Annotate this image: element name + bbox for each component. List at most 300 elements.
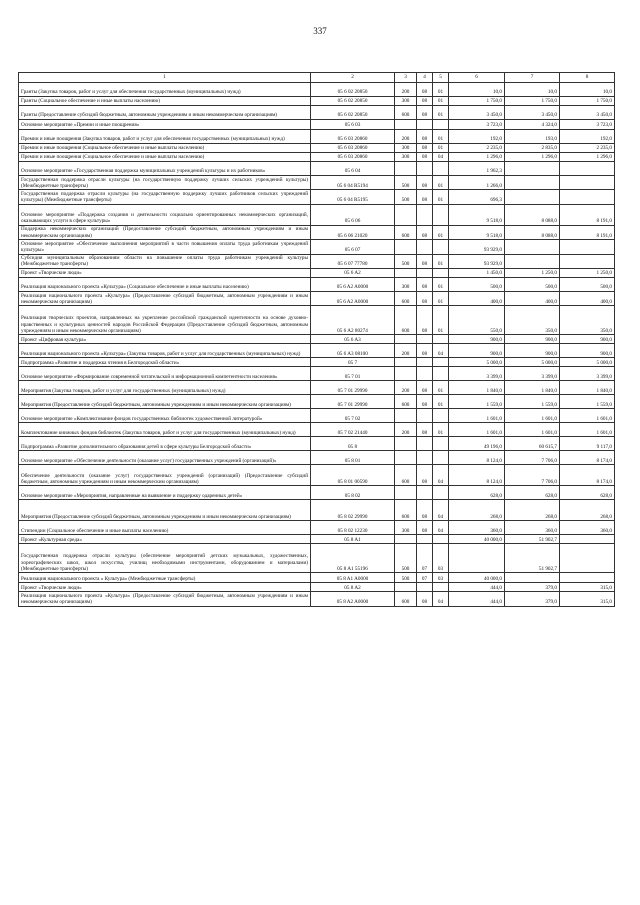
row-expense-type-cell	[395, 535, 417, 544]
row-amount-year3-cell: 2 235,0	[560, 144, 615, 153]
row-code-cell: 05 6 04 R5195	[311, 190, 395, 204]
table-row	[19, 592, 615, 606]
row-subsection-cell: 01	[433, 278, 449, 292]
row-expense-type-cell	[395, 367, 417, 381]
row-subsection-cell	[433, 535, 449, 544]
row-code-cell: 05 6 06 21020	[311, 225, 395, 239]
row-section-cell: 08	[417, 521, 433, 535]
row-expense-type-cell: 500	[395, 176, 417, 190]
row-amount-year3-cell: 315,0	[560, 592, 615, 606]
row-name-cell: Реализация национального проекта «Культура» (Предоставление субсидий бюджетным, автономным учреждениям и иным некоммерческим организациям)	[19, 292, 311, 306]
table-row	[19, 106, 615, 120]
row-expense-type-cell: 200	[395, 344, 417, 358]
row-subsection-cell: 01	[433, 144, 449, 153]
row-name-cell: Реализация национального проекта «Культура» (Социальное обеспечение и иные выплаты населению)	[19, 278, 311, 292]
row-subsection-cell	[433, 486, 449, 500]
row-section-cell: 08	[417, 423, 433, 437]
row-expense-type-cell	[395, 583, 417, 592]
row-amount-year3-cell: 350,0	[560, 306, 615, 335]
row-name-cell: Проект «Творческие люди»	[19, 269, 311, 278]
row-code-cell: 05 6 A3 08100	[311, 344, 395, 358]
row-code-cell: 05 8 01 00590	[311, 465, 395, 486]
column-header: 8	[560, 73, 615, 83]
row-amount-year3-cell	[560, 240, 615, 254]
row-amount-year3-cell: 3 399,0	[560, 367, 615, 381]
row-subsection-cell	[433, 335, 449, 344]
row-amount-year3-cell: 360,0	[560, 521, 615, 535]
row-amount-year2-cell: 7 706,0	[505, 451, 560, 465]
row-amount-year1-cell: 550,0	[449, 306, 505, 335]
table-row	[19, 190, 615, 204]
row-amount-year1-cell: 93 929,0	[449, 240, 505, 254]
row-amount-year2-cell	[505, 573, 560, 583]
row-section-cell	[417, 204, 433, 225]
row-name-cell: Основное мероприятие «Обеспечение деятельности (оказание услуг) государственных учреждений (организаций)»	[19, 451, 311, 465]
row-amount-year2-cell: 628,0	[505, 486, 560, 500]
row-expense-type-cell: 600	[395, 306, 417, 335]
row-expense-type-cell: 600	[395, 395, 417, 409]
row-code-cell: 05 8 01	[311, 451, 395, 465]
table-row	[19, 573, 615, 583]
row-amount-year3-cell: 1 250,0	[560, 269, 615, 278]
row-name-cell: Основное мероприятие «Комплектование фондов государственных библиотек художественной литературой»	[19, 409, 311, 423]
row-subsection-cell: 01	[433, 225, 449, 239]
row-amount-year1-cell: 1 601,0	[449, 409, 505, 423]
row-section-cell: 08	[417, 500, 433, 521]
row-section-cell	[417, 451, 433, 465]
row-expense-type-cell: 600	[395, 292, 417, 306]
row-amount-year1-cell: 400,0	[449, 292, 505, 306]
row-amount-year1-cell: 40 000,0	[449, 535, 505, 544]
row-section-cell	[417, 409, 433, 423]
row-section-cell: 08	[417, 130, 433, 144]
row-section-cell	[417, 437, 433, 451]
row-name-cell: Гранты (Социальное обеспечение и иные выплаты населению)	[19, 97, 311, 106]
row-name-cell: Подпрограмма «Развитие и поддержка чтения в Белгородской области»	[19, 358, 311, 367]
row-amount-year2-cell: 4 324,0	[505, 120, 560, 130]
row-expense-type-cell: 300	[395, 278, 417, 292]
row-amount-year2-cell: 1 840,0	[505, 381, 560, 395]
row-subsection-cell: 01	[433, 292, 449, 306]
row-name-cell: Основное мероприятие «Премии и иные поощрения»	[19, 120, 311, 130]
row-code-cell: 05 6 04	[311, 162, 395, 176]
row-amount-year2-cell: 1 296,0	[505, 153, 560, 162]
row-expense-type-cell: 500	[395, 254, 417, 268]
row-amount-year1-cell: 2 235,0	[449, 144, 505, 153]
row-amount-year1-cell: 360,0	[449, 521, 505, 535]
row-amount-year2-cell: 193,0	[505, 130, 560, 144]
table-row	[19, 500, 615, 521]
row-section-cell	[417, 269, 433, 278]
row-amount-year3-cell: 3 450,0	[560, 106, 615, 120]
table-row	[19, 97, 615, 106]
row-code-cell: 05 8 02	[311, 486, 395, 500]
row-subsection-cell: 04	[433, 500, 449, 521]
table-row	[19, 486, 615, 500]
table-row	[19, 162, 615, 176]
table-row	[19, 254, 615, 268]
row-name-cell: Субсидия муниципальным образованиям области на повышение оплаты труда работникам учреждений культуры (Межбюджетные трансферты)	[19, 254, 311, 268]
row-amount-year3-cell: 268,0	[560, 500, 615, 521]
row-amount-year1-cell: 10,0	[449, 83, 505, 97]
row-expense-type-cell: 300	[395, 144, 417, 153]
row-amount-year2-cell: 350,0	[505, 306, 560, 335]
row-code-cell: 05 7 01 29990	[311, 395, 395, 409]
column-header: 6	[449, 73, 505, 83]
row-expense-type-cell	[395, 335, 417, 344]
row-name-cell: Основное мероприятие «Обеспечение выполнения мероприятий в части повышения оплаты труда работникам учреждений культуры»	[19, 240, 311, 254]
table-row	[19, 176, 615, 190]
row-name-cell: Комплектование книжных фондов библиотек (Закупка товаров, работ и услуг для государственных (муниципальных) нужд)	[19, 423, 311, 437]
row-amount-year1-cell: 9 518,0	[449, 204, 505, 225]
table-row	[19, 130, 615, 144]
row-subsection-cell: 01	[433, 423, 449, 437]
row-subsection-cell: 04	[433, 344, 449, 358]
row-section-cell: 08	[417, 592, 433, 606]
table-row	[19, 583, 615, 592]
row-amount-year2-cell: 379,0	[505, 592, 560, 606]
row-expense-type-cell: 600	[395, 106, 417, 120]
row-subsection-cell	[433, 437, 449, 451]
row-amount-year1-cell: 3 450,0	[449, 106, 505, 120]
row-amount-year1-cell: 3 723,0	[449, 120, 505, 130]
table-row	[19, 344, 615, 358]
row-name-cell: Поддержка некоммерческих организаций (Предоставление субсидий бюджетным, автономным учреждениям и иным некоммерческим организациям)	[19, 225, 311, 239]
table-row	[19, 437, 615, 451]
row-expense-type-cell	[395, 409, 417, 423]
row-amount-year2-cell	[505, 254, 560, 268]
column-header: 5	[433, 73, 449, 83]
row-name-cell: Основное мероприятие «Государственная поддержка муниципальных учреждений культуры и их работников»	[19, 162, 311, 176]
row-amount-year2-cell: 1 559,0	[505, 395, 560, 409]
row-subsection-cell	[433, 240, 449, 254]
row-amount-year2-cell: 900,0	[505, 344, 560, 358]
row-section-cell: 08	[417, 254, 433, 268]
row-amount-year1-cell: 268,0	[449, 500, 505, 521]
row-section-cell	[417, 335, 433, 344]
table-body	[19, 83, 615, 607]
table-row	[19, 521, 615, 535]
row-code-cell: 05 6 03 20860	[311, 153, 395, 162]
row-expense-type-cell: 300	[395, 97, 417, 106]
row-name-cell: Основное мероприятие «Поддержка создания и деятельности социально ориентированных некоммерческих организаций, оказывающих услуги в сфере культуры»	[19, 204, 311, 225]
row-code-cell: 05 6 03	[311, 120, 395, 130]
row-expense-type-cell: 300	[395, 153, 417, 162]
row-amount-year3-cell	[560, 254, 615, 268]
row-code-cell: 05 8 A1 55196	[311, 544, 395, 573]
row-subsection-cell: 01	[433, 83, 449, 97]
table-row	[19, 544, 615, 573]
row-amount-year3-cell: 8 174,0	[560, 465, 615, 486]
row-subsection-cell: 01	[433, 306, 449, 335]
row-code-cell: 05 6 03 20860	[311, 130, 395, 144]
row-section-cell: 08	[417, 381, 433, 395]
row-section-cell: 08	[417, 306, 433, 335]
row-subsection-cell: 01	[433, 254, 449, 268]
row-amount-year3-cell: 500,0	[560, 278, 615, 292]
row-expense-type-cell	[395, 162, 417, 176]
row-code-cell: 05 6 07 77780	[311, 254, 395, 268]
row-section-cell: 08	[417, 395, 433, 409]
table-row	[19, 409, 615, 423]
row-expense-type-cell: 200	[395, 381, 417, 395]
row-subsection-cell: 04	[433, 521, 449, 535]
row-section-cell: 08	[417, 153, 433, 162]
row-subsection-cell: 01	[433, 97, 449, 106]
row-expense-type-cell	[395, 120, 417, 130]
row-subsection-cell: 04	[433, 592, 449, 606]
row-code-cell: 05 7 02	[311, 409, 395, 423]
row-amount-year3-cell: 1 559,0	[560, 395, 615, 409]
table-row	[19, 153, 615, 162]
table-row	[19, 335, 615, 344]
row-name-cell: Проект «Культурная среда»	[19, 535, 311, 544]
row-code-cell: 05 7 01	[311, 367, 395, 381]
row-subsection-cell: 01	[433, 395, 449, 409]
row-name-cell: Основное мероприятие «Мероприятия, направленные на выявление и поддержку одаренных детей»	[19, 486, 311, 500]
row-name-cell: Премии и иные поощрения (Социальное обеспечение и иные выплаты населению)	[19, 144, 311, 153]
row-amount-year2-cell	[505, 176, 560, 190]
row-name-cell: Проект «Творческие люди»	[19, 583, 311, 592]
row-amount-year3-cell: 10,0	[560, 83, 615, 97]
row-code-cell: 05 6 02 20850	[311, 83, 395, 97]
table-header-row	[19, 73, 615, 83]
table-row	[19, 269, 615, 278]
row-amount-year1-cell: 1 962,3	[449, 162, 505, 176]
row-amount-year1-cell: 500,0	[449, 278, 505, 292]
table-row	[19, 292, 615, 306]
row-amount-year3-cell	[560, 544, 615, 573]
row-code-cell: 05 6 A2	[311, 269, 395, 278]
row-amount-year2-cell: 400,0	[505, 292, 560, 306]
row-name-cell: Реализация национального проекта «Культура» (Предоставление субсидий бюджетным, автономным учреждениям и иным некоммерческим организациям)	[19, 592, 311, 606]
row-name-cell: Государственная поддержка отрасли культуры (обеспечение мероприятий детских музыкальных, художественных, хореографических школ, школ искусства, училищ необходимыми инструментами, оборудованием и материалами) (Межбюджетные трансферты)	[19, 544, 311, 573]
row-subsection-cell: 04	[433, 153, 449, 162]
row-amount-year2-cell: 1 250,0	[505, 269, 560, 278]
row-amount-year3-cell: 315,0	[560, 583, 615, 592]
row-name-cell: Гранты (Предоставление субсидий бюджетным, автономным учреждениям и иным некоммерческим организациям)	[19, 106, 311, 120]
row-code-cell: 05 8 02 12230	[311, 521, 395, 535]
row-subsection-cell: 04	[433, 465, 449, 486]
row-amount-year2-cell: 7 706,0	[505, 465, 560, 486]
row-amount-year1-cell: 40 000,0	[449, 573, 505, 583]
row-amount-year2-cell: 8 088,0	[505, 225, 560, 239]
row-name-cell: Реализация творческих проектов, направленных на укрепление российской гражданской идентичности на основе духовно-нравственных и культурных ценностей народов Российской Федерации (Предоставление субсидий бюджетным, автономным учреждениям и иным некоммерческим организациям)	[19, 306, 311, 335]
row-section-cell: 07	[417, 544, 433, 573]
row-amount-year1-cell: 1 840,0	[449, 381, 505, 395]
row-subsection-cell	[433, 583, 449, 592]
column-header: 3	[395, 73, 417, 83]
row-amount-year2-cell: 1 750,0	[505, 97, 560, 106]
row-subsection-cell: 01	[433, 176, 449, 190]
row-section-cell	[417, 583, 433, 592]
row-expense-type-cell: 200	[395, 83, 417, 97]
row-subsection-cell	[433, 409, 449, 423]
row-amount-year3-cell	[560, 190, 615, 204]
row-amount-year2-cell: 10,0	[505, 83, 560, 97]
row-section-cell	[417, 367, 433, 381]
row-amount-year3-cell: 1 840,0	[560, 381, 615, 395]
row-amount-year1-cell: 93 929,0	[449, 254, 505, 268]
column-header: 1	[19, 73, 311, 83]
row-code-cell: 05 6 02 20850	[311, 97, 395, 106]
row-name-cell: Стипендии (Социальное обеспечение и иные выплаты населению)	[19, 521, 311, 535]
row-expense-type-cell: 600	[395, 500, 417, 521]
row-expense-type-cell: 600	[395, 225, 417, 239]
row-code-cell: 05 6 03 20860	[311, 144, 395, 153]
row-code-cell: 05 6 A2 A0000	[311, 292, 395, 306]
row-amount-year3-cell: 192,0	[560, 130, 615, 144]
row-amount-year1-cell: 3 399,0	[449, 367, 505, 381]
row-subsection-cell: 03	[433, 544, 449, 573]
row-amount-year1-cell: 696,3	[449, 190, 505, 204]
row-amount-year1-cell: 1 559,0	[449, 395, 505, 409]
table-row	[19, 306, 615, 335]
row-section-cell: 08	[417, 465, 433, 486]
row-amount-year3-cell: 400,0	[560, 292, 615, 306]
row-expense-type-cell: 200	[395, 130, 417, 144]
row-amount-year3-cell: 1 601,0	[560, 409, 615, 423]
row-amount-year2-cell: 8 088,0	[505, 204, 560, 225]
row-section-cell: 08	[417, 225, 433, 239]
row-expense-type-cell	[395, 486, 417, 500]
row-section-cell: 08	[417, 278, 433, 292]
row-name-cell: Обеспечение деятельности (оказание услуг) государственных учреждений (организаций) (Предоставление субсидий бюджетным, автономным учреждениям и иным некоммерческим организациям)	[19, 465, 311, 486]
row-section-cell: 08	[417, 144, 433, 153]
row-section-cell	[417, 535, 433, 544]
row-subsection-cell: 01	[433, 106, 449, 120]
row-amount-year1-cell: 49 196,0	[449, 437, 505, 451]
row-name-cell: Премии и иные поощрения (Социальное обеспечение и иные выплаты населению)	[19, 153, 311, 162]
row-name-cell: Гранты (Закупка товаров, работ и услуг для обеспечения государственных (муниципальных) нужд)	[19, 83, 311, 97]
row-code-cell: 05 8	[311, 437, 395, 451]
row-amount-year1-cell: 1 450,0	[449, 269, 505, 278]
row-amount-year2-cell: 360,0	[505, 521, 560, 535]
row-name-cell: Мероприятия (Предоставление субсидий бюджетным, автономным учреждениям и иным некоммерческим организациям)	[19, 500, 311, 521]
row-amount-year3-cell: 3 723,0	[560, 120, 615, 130]
row-name-cell: Государственная поддержка отрасли культуры (на государственную поддержку лучших работников сельских учреждений культуры) (Межбюджетные трансферты)	[19, 190, 311, 204]
row-expense-type-cell: 300	[395, 521, 417, 535]
row-amount-year1-cell: 1 266,0	[449, 176, 505, 190]
row-code-cell: 05 8 A2 A0000	[311, 592, 395, 606]
table-row	[19, 83, 615, 97]
table-row	[19, 240, 615, 254]
row-code-cell: 05 8 A1	[311, 535, 395, 544]
row-amount-year2-cell: 379,0	[505, 583, 560, 592]
row-section-cell: 08	[417, 344, 433, 358]
row-amount-year1-cell: 900,0	[449, 335, 505, 344]
row-name-cell: Проект «Цифровая культура»	[19, 335, 311, 344]
row-amount-year2-cell	[505, 190, 560, 204]
table-row	[19, 278, 615, 292]
row-subsection-cell	[433, 451, 449, 465]
row-subsection-cell	[433, 269, 449, 278]
row-amount-year2-cell: 900,0	[505, 335, 560, 344]
row-code-cell: 05 6 07	[311, 240, 395, 254]
row-amount-year1-cell: 1 296,0	[449, 153, 505, 162]
row-amount-year3-cell: 900,0	[560, 335, 615, 344]
row-section-cell: 08	[417, 83, 433, 97]
row-code-cell: 05 6 A2 A0000	[311, 278, 395, 292]
row-amount-year2-cell: 5 000,0	[505, 358, 560, 367]
row-expense-type-cell	[395, 204, 417, 225]
row-amount-year3-cell: 8 191,0	[560, 204, 615, 225]
row-code-cell: 05 8 02 29990	[311, 500, 395, 521]
row-amount-year3-cell: 1 750,0	[560, 97, 615, 106]
row-section-cell: 08	[417, 106, 433, 120]
row-code-cell: 05 7 01 29990	[311, 381, 395, 395]
row-amount-year3-cell: 8 174,0	[560, 451, 615, 465]
row-amount-year1-cell: 8 124,0	[449, 465, 505, 486]
column-header: 7	[505, 73, 560, 83]
row-subsection-cell	[433, 367, 449, 381]
row-expense-type-cell: 600	[395, 592, 417, 606]
row-section-cell: 08	[417, 176, 433, 190]
row-section-cell: 08	[417, 97, 433, 106]
row-name-cell: Мероприятия (Закупка товаров, работ и услуг для государственных (муниципальных) нужд)	[19, 381, 311, 395]
row-amount-year3-cell: 8 191,0	[560, 225, 615, 239]
row-code-cell: 05 6 02 20850	[311, 106, 395, 120]
row-amount-year3-cell: 1 601,0	[560, 423, 615, 437]
row-expense-type-cell: 600	[395, 465, 417, 486]
row-amount-year2-cell: 1 601,0	[505, 409, 560, 423]
row-amount-year2-cell: 3 399,0	[505, 367, 560, 381]
row-name-cell: Реализация национального проекта « Культура» (Межбюджетные трансферты)	[19, 573, 311, 583]
table-row	[19, 395, 615, 409]
table-row	[19, 535, 615, 544]
row-subsection-cell	[433, 204, 449, 225]
row-code-cell: 05 6 06	[311, 204, 395, 225]
row-amount-year1-cell: 628,0	[449, 486, 505, 500]
row-expense-type-cell: 200	[395, 423, 417, 437]
row-subsection-cell: 01	[433, 130, 449, 144]
row-name-cell: Реализация национального проекта «Культура» (Закупка товаров, работ и услуг для государственных (муниципальных) нужд)	[19, 344, 311, 358]
table-row	[19, 358, 615, 367]
row-section-cell	[417, 358, 433, 367]
row-amount-year3-cell: 628,0	[560, 486, 615, 500]
row-amount-year2-cell: 500,0	[505, 278, 560, 292]
row-amount-year3-cell	[560, 162, 615, 176]
row-amount-year3-cell	[560, 573, 615, 583]
table-row	[19, 225, 615, 239]
row-amount-year1-cell: 444,0	[449, 592, 505, 606]
row-subsection-cell	[433, 120, 449, 130]
row-subsection-cell: 03	[433, 573, 449, 583]
table-row	[19, 381, 615, 395]
row-amount-year3-cell	[560, 176, 615, 190]
table-row	[19, 423, 615, 437]
row-name-cell: Подпрограмма «Развитие дополнительного образования детей в сфере культуры Белгородской области»	[19, 437, 311, 451]
row-name-cell: Мероприятия (Предоставление субсидий бюджетным, автономным учреждениям и иным некоммерческим организациям)	[19, 395, 311, 409]
row-amount-year1-cell: 900,0	[449, 344, 505, 358]
row-expense-type-cell	[395, 451, 417, 465]
row-expense-type-cell: 500	[395, 573, 417, 583]
row-code-cell: 05 7	[311, 358, 395, 367]
table-row	[19, 144, 615, 153]
row-code-cell: 05 6 A3	[311, 335, 395, 344]
row-amount-year1-cell: 1 750,0	[449, 97, 505, 106]
row-subsection-cell	[433, 358, 449, 367]
row-section-cell	[417, 240, 433, 254]
page-number: 337	[313, 26, 327, 36]
row-subsection-cell: 01	[433, 190, 449, 204]
row-name-cell: Государственная поддержка отрасли культуры (на государственную поддержку лучших сельских учреждений культуры) (Межбюджетные трансферты)	[19, 176, 311, 190]
row-code-cell: 05 8 A2	[311, 583, 395, 592]
row-amount-year2-cell: 2 835,0	[505, 144, 560, 153]
row-amount-year2-cell: 1 601,0	[505, 423, 560, 437]
row-amount-year2-cell	[505, 162, 560, 176]
row-amount-year1-cell	[449, 544, 505, 573]
